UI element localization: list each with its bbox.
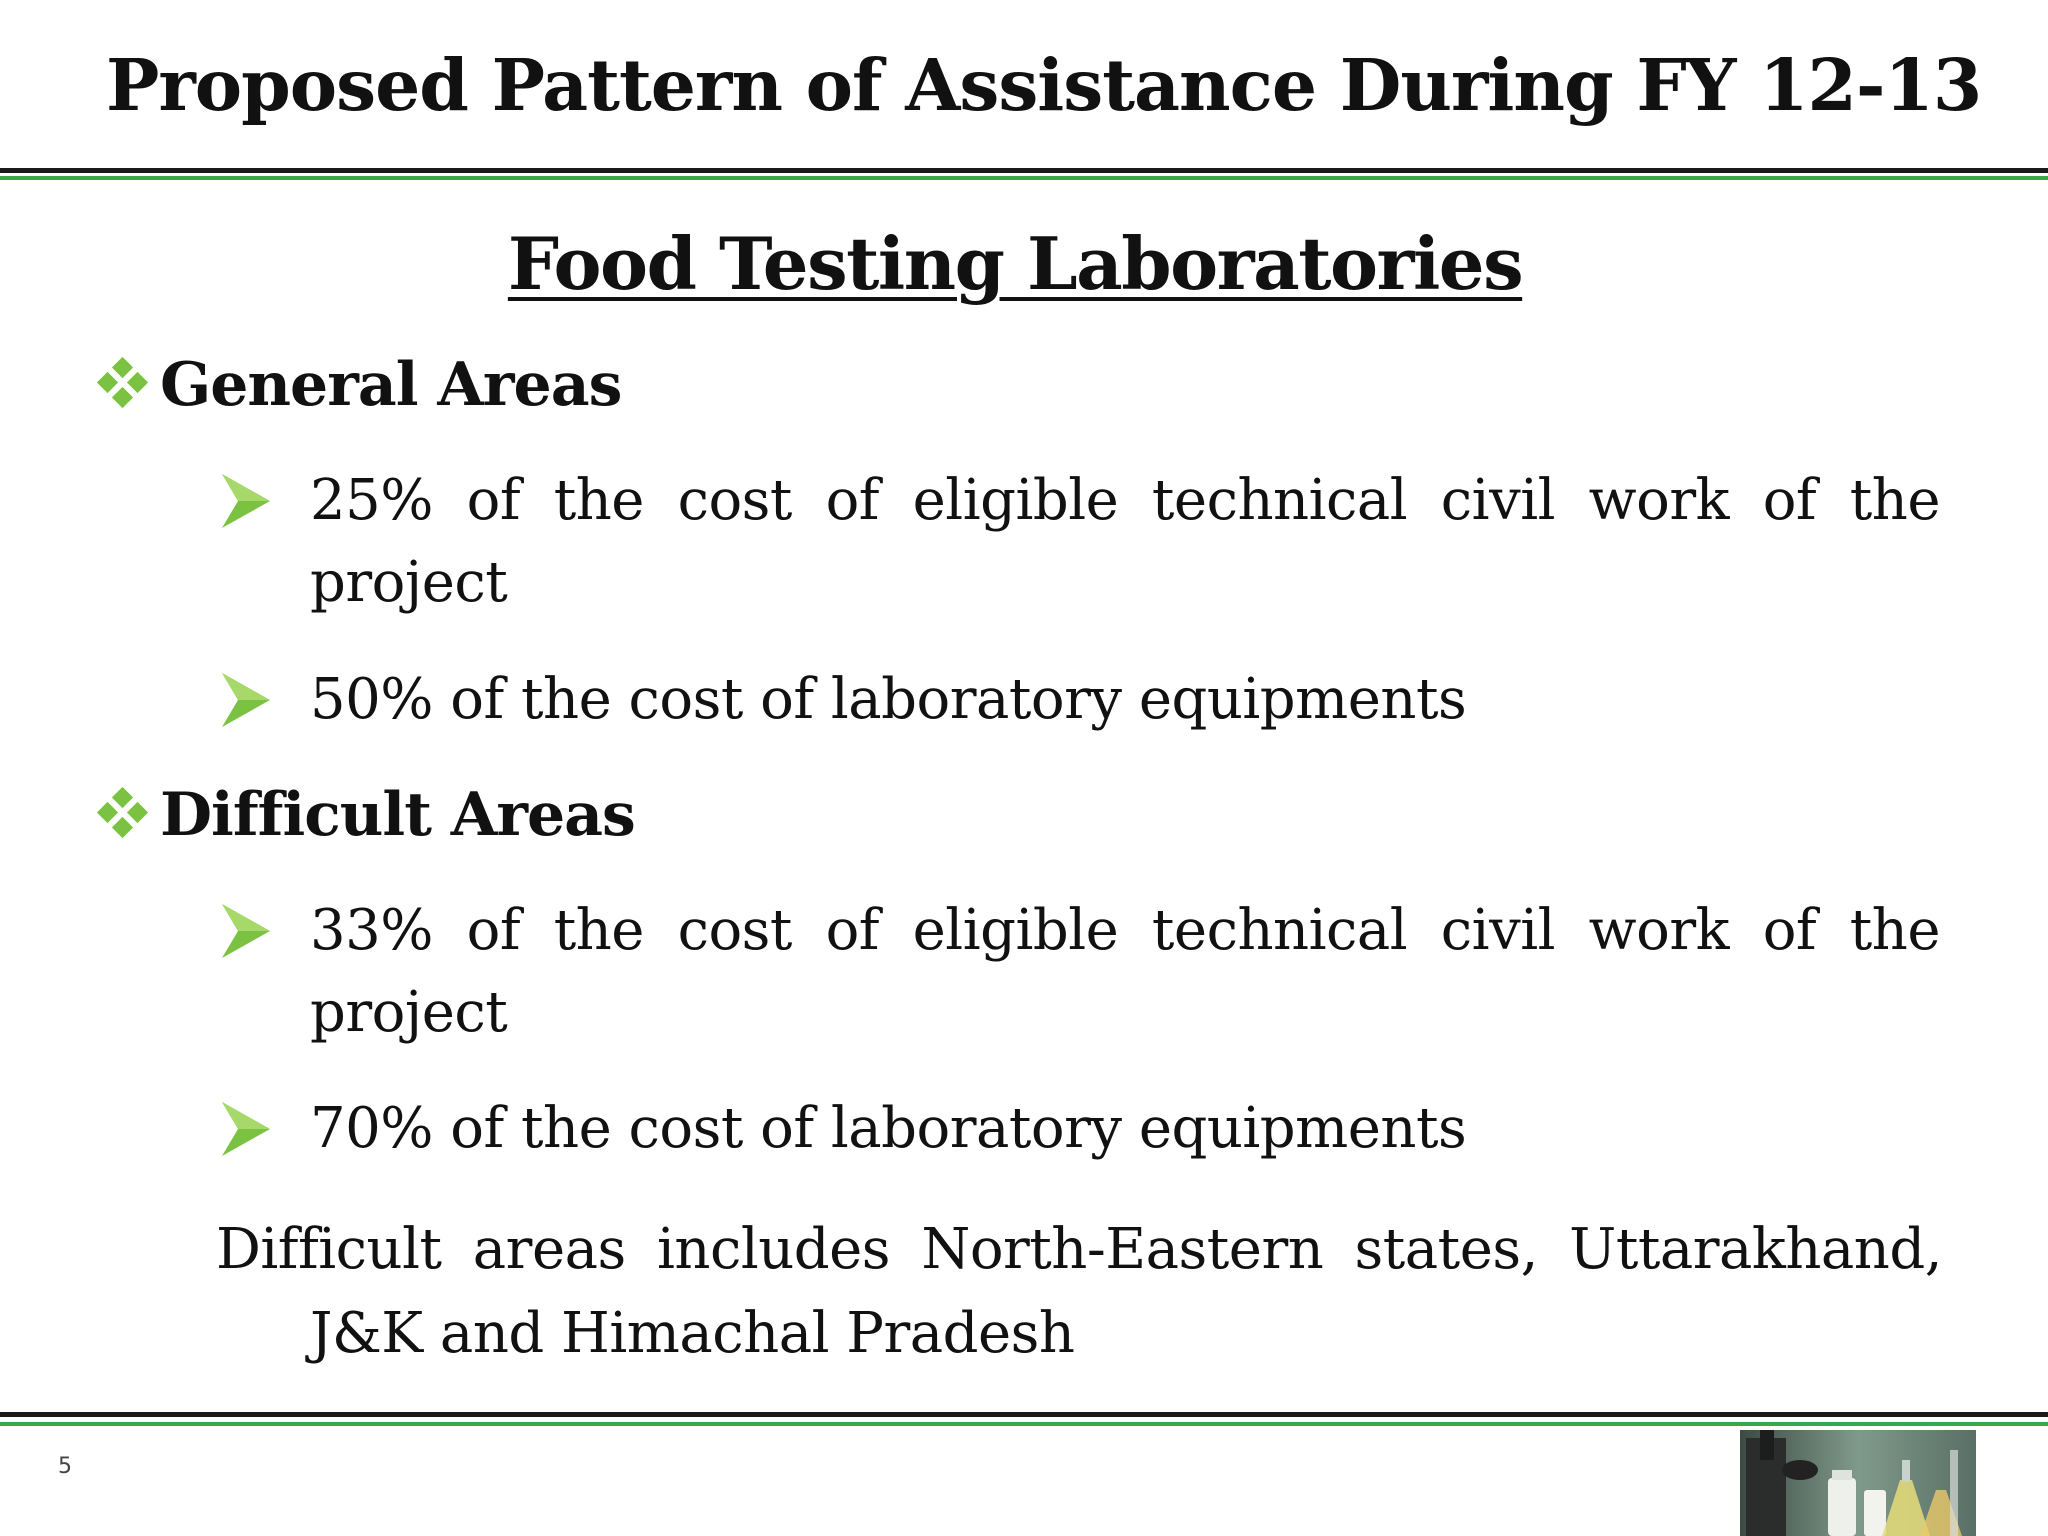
list-item-text: 50% of the cost of laboratory equipments bbox=[310, 667, 1467, 732]
footer-rule-green bbox=[0, 1422, 2048, 1426]
slide-title: Proposed Pattern of Assistance During FY 12-13 bbox=[106, 43, 1982, 127]
list-item bbox=[220, 890, 1940, 1054]
list-item bbox=[220, 659, 1940, 741]
section-general-areas bbox=[92, 345, 621, 425]
arrow-bullet-icon bbox=[220, 1100, 272, 1158]
footnote: Difficult areas includes North-Eastern states, Uttarakhand, J&K and Himachal Pradesh bbox=[216, 1217, 1942, 1366]
list-item bbox=[220, 460, 1940, 624]
list-item-text: 70% of the cost of laboratory equipments bbox=[310, 1096, 1467, 1161]
arrow-bullet-icon bbox=[220, 472, 272, 530]
list-item bbox=[220, 1088, 1940, 1170]
arrow-bullet-icon bbox=[220, 902, 272, 960]
lab-equipment-image bbox=[1740, 1430, 1976, 1536]
section-label: Difficult Areas bbox=[160, 780, 635, 850]
list-item-text: 25% of the cost of eligible technical civil work of the project bbox=[310, 468, 1940, 615]
four-diamond-bullet-icon bbox=[92, 784, 154, 846]
header-rule-green bbox=[0, 176, 2048, 180]
section-label: General Areas bbox=[160, 350, 622, 420]
slide-subtitle: Food Testing Laboratories bbox=[507, 221, 1523, 306]
header-rule-black bbox=[0, 168, 2048, 173]
arrow-bullet-icon bbox=[220, 671, 272, 729]
four-diamond-bullet-icon bbox=[92, 354, 154, 416]
list-item-text: 33% of the cost of eligible technical civil work of the project bbox=[310, 898, 1940, 1045]
section-difficult-areas bbox=[92, 775, 635, 855]
footer-rule-black bbox=[0, 1412, 2048, 1417]
page-number: 5 bbox=[58, 1454, 72, 1479]
